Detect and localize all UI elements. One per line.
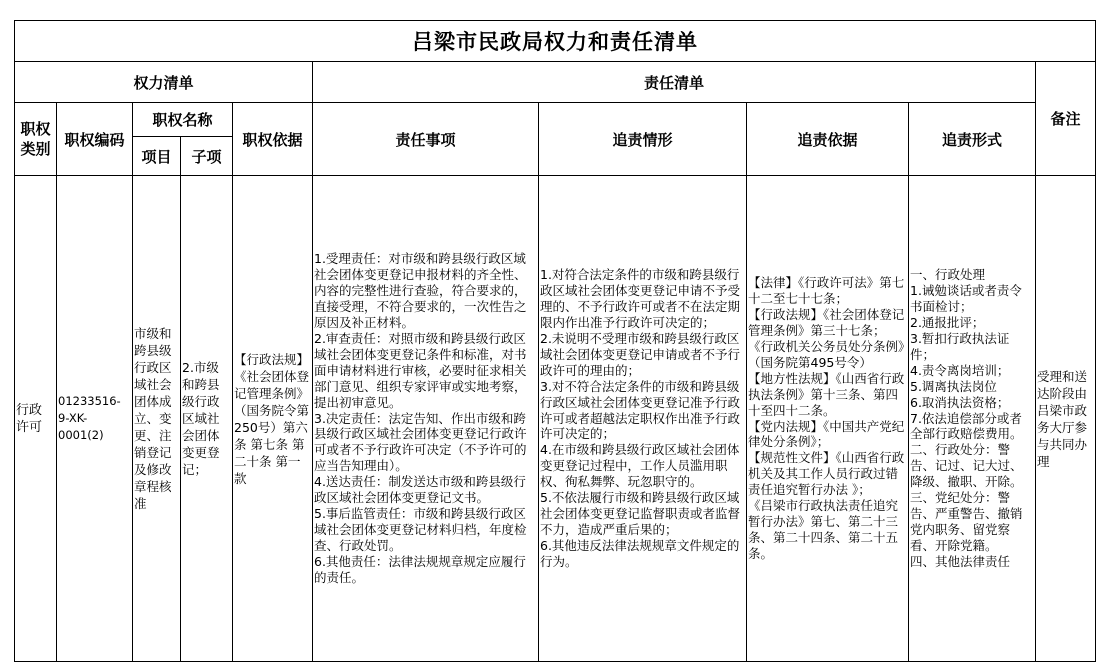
remarks-header: 备注 — [1036, 62, 1096, 176]
subitem-header: 子项 — [181, 137, 233, 176]
name-header: 职权名称 — [133, 103, 233, 137]
accountability-forms-cell: 一、行政处理 1.诫勉谈话或者责令书面检讨； 2.通报批评； 3.暂扣行政执法证件； 4.责令离岗培训； 5.调离执法岗位 6.取消执法资格； 7.依法追偿部分或者全部行政赔偿费用。 二、行政处分：警告、记过、记大过、降级、撤职、开除。 三、党纪处分：警告、严重警告、撤销党内职务、留党察看、开除党籍。 四、其他法律责任 — [909, 176, 1036, 662]
basis-header: 职权依据 — [233, 103, 313, 176]
code-cell: 01233516- 9-XK- 0001(2) — [57, 176, 133, 662]
page-title: 吕梁市民政局权力和责任清单 — [15, 21, 1096, 62]
power-list-header: 权力清单 — [15, 62, 313, 103]
accountability-cases-header: 追责情形 — [539, 103, 747, 176]
duty-items-header: 责任事项 — [313, 103, 539, 176]
accountability-forms-header: 追责形式 — [909, 103, 1036, 176]
basis-cell: 【行政法规】《社会团体登记管理条例》（国务院令第250号）第六条 第七条 第二十条 第一款 — [233, 176, 313, 662]
duty-items-cell: 1.受理责任：对市级和跨县级行政区域社会团体变更登记申报材料的齐全性、内容的完整性进行查验，符合要求的，直接受理，不符合要求的，一次性告之原因及补正材料。 2.审查责任：对照市级和跨县级行政区域社会团体变更登记条件和标准，对书面申请材料进行审核，必要时征求相关部门意见、组织专家评审或实地考察，提出初审意见。 3.决定责任：法定告知、作出市级和跨县级行政区域社会团体变更登记行政许可或者不予行政许可决定（不予许可的应当告知理由）。 4.送达责任：制发送达市级和跨县级行政区域社会团体变更登记文书。 5.事后监管责任：市级和跨县级行政区域社会团体变更登记材料归档，年度检查、行政处罚。 6.其他责任：法律法规规章规定应履行的责任。 — [313, 176, 539, 662]
accountability-basis-header: 追责依据 — [747, 103, 909, 176]
remarks-cell: 受理和送达阶段由吕梁市政务大厅参与共同办理 — [1036, 176, 1096, 662]
category-cell: 行政 许可 — [15, 176, 57, 662]
power-duty-list-table — [14, 20, 1096, 662]
accountability-basis-cell: 【法律】《行政许可法》第七十二至七十七条； 【行政法规】《社会团体登记管理条例》第三十七条； 《行政机关公务员处分条例》（国务院第495号令） 【地方性法规】《山西省行政执法条例》第十三条、第四十至四十二条。 【党内法规】《中国共产党纪律处分条例》； 【规范性文件】《山西省行政机关及其工作人员行政过错责任追究暂行办法 》； 《吕梁市行政执法责任追究暂行办法》第七、第二十三条、第二十四条、第二十五条。 — [747, 176, 909, 662]
category-header: 职权 类别 — [15, 103, 57, 176]
item-header: 项目 — [133, 137, 181, 176]
code-header: 职权编码 — [57, 103, 133, 176]
subitem-cell: 2.市级和跨县级行政区域社会团体变更登记； — [181, 176, 233, 662]
item-cell: 市级和跨县级行政区域社会团体成立、变更、注销登记及修改章程核准 — [133, 176, 181, 662]
duty-list-header: 责任清单 — [313, 62, 1036, 103]
accountability-cases-cell: 1.对符合法定条件的市级和跨县级行政区域社会团体变更登记申请不予受理的、不予行政许可或者不在法定期限内作出准予行政许可决定的； 2.未说明不受理市级和跨县级行政区域社会团体变更登记申请或者不予行政许可的理由的； 3.对不符合法定条件的市级和跨县级行政区域社会团体变更登记准予行政许可或者超越法定职权作出准予行政许可决定的； 4.在市级和跨县级行政区域社会团体变更登记过程中，工作人员滥用职权、徇私舞弊、玩忽职守的。 5.不依法履行市级和跨县级行政区域社会团体变更登记监督职责或者监督不力，造成严重后果的； 6.其他违反法律法规规章文件规定的行为。 — [539, 176, 747, 662]
